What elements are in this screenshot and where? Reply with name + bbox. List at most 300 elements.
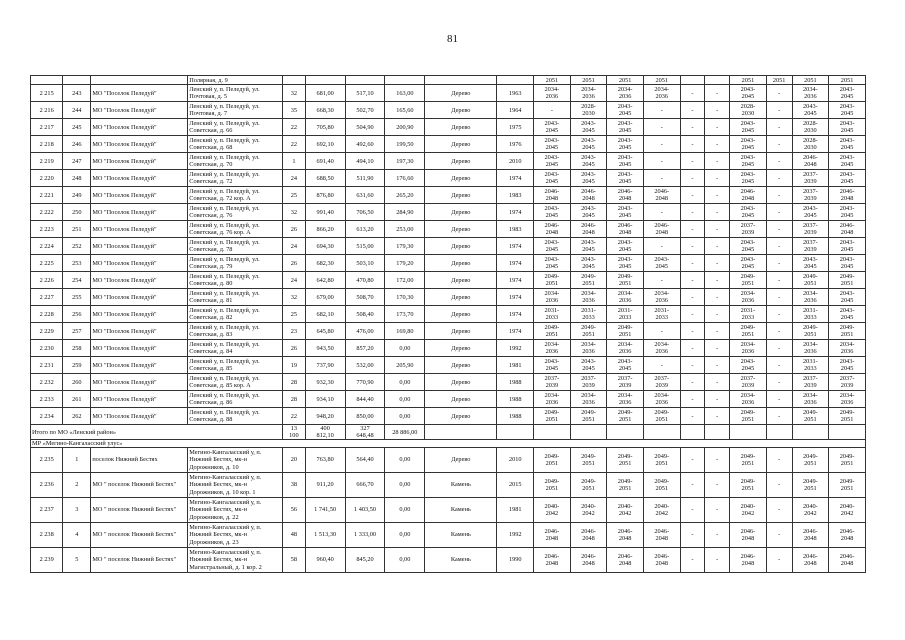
table-cell: - [766, 170, 792, 187]
table-cell: 2043- 2045 [534, 238, 571, 255]
table-cell: 48 [283, 523, 306, 548]
table-cell: - [766, 548, 792, 573]
table-cell: - [680, 170, 705, 187]
table-cell: 0,00 [385, 448, 425, 473]
table-cell: Ленский у, п. Пеледуй, ул. Советская, д. 83 [188, 323, 283, 340]
table-cell: - [705, 187, 730, 204]
table-cell: 0,00 [385, 498, 425, 523]
table-cell: 260 [63, 374, 91, 391]
table-cell: 197,30 [385, 153, 425, 170]
table-cell: 991,40 [305, 204, 345, 221]
table-cell: 2046- 2048 [643, 523, 680, 548]
table-cell: - [766, 289, 792, 306]
table-cell: Дерево [425, 136, 497, 153]
table-cell [345, 76, 385, 85]
table-cell: 911,20 [305, 473, 345, 498]
table-cell: 1 741,50 [305, 498, 345, 523]
table-cell: 688,50 [305, 170, 345, 187]
table-cell: 1 513,30 [305, 523, 345, 548]
table-cell [283, 76, 306, 85]
table-cell [643, 425, 680, 440]
table-cell: 934,10 [305, 391, 345, 408]
table-cell: 0,00 [385, 473, 425, 498]
table-cell: - [534, 102, 571, 119]
table-cell: - [680, 255, 705, 272]
table-cell: МО "Поселок Пеледуй" [91, 408, 188, 425]
table-cell: 3 [63, 498, 91, 523]
table-cell: Камень [425, 548, 497, 573]
table-cell: - [705, 153, 730, 170]
table-cell: 25 [283, 187, 306, 204]
table-row [31, 548, 866, 573]
table-cell: 2034- 2036 [792, 85, 829, 102]
table-cell: - [766, 391, 792, 408]
table-cell: - [766, 255, 792, 272]
table-cell: 0,00 [385, 391, 425, 408]
table-cell: Ленский у, п. Пеледуй, ул. Советская, д. 68 [188, 136, 283, 153]
table-cell: 251 [63, 221, 91, 238]
table-cell: 2049- 2051 [792, 323, 829, 340]
table-cell: 22 [283, 408, 306, 425]
table-cell: 2043- 2045 [730, 357, 767, 374]
table-cell: 2 217 [31, 119, 63, 136]
table-cell: 170,30 [385, 289, 425, 306]
table-cell: 2037- 2039 [643, 374, 680, 391]
table-cell: 2051 [829, 76, 866, 85]
table-cell: 2049- 2051 [730, 323, 767, 340]
table-cell: - [680, 102, 705, 119]
table-cell: - [680, 119, 705, 136]
table-cell: - [766, 473, 792, 498]
table-cell: 2 226 [31, 272, 63, 289]
table-cell: 2043- 2045 [829, 238, 866, 255]
table-cell: 515,00 [345, 238, 385, 255]
table-cell: 857,20 [345, 340, 385, 357]
page-number: 81 [447, 33, 458, 45]
table-cell: 691,40 [305, 153, 345, 170]
table-cell: МО "Поселок Пеледуй" [91, 221, 188, 238]
table-cell: 1992 [497, 523, 534, 548]
table-cell: 2037- 2039 [570, 374, 607, 391]
table-cell: МО "Поселок Пеледуй" [91, 289, 188, 306]
table-cell: 932,30 [305, 374, 345, 391]
table-cell: МО "Поселок Пеледуй" [91, 119, 188, 136]
table-cell: 2 224 [31, 238, 63, 255]
table-cell: - [680, 523, 705, 548]
table-cell: Дерево [425, 221, 497, 238]
table-cell [385, 76, 425, 85]
table-cell [705, 425, 730, 440]
table-cell: - [643, 102, 680, 119]
table-cell: 2049- 2051 [792, 448, 829, 473]
table-cell: - [705, 136, 730, 153]
table-cell: - [680, 306, 705, 323]
table-cell: 257 [63, 323, 91, 340]
table-cell: Дерево [425, 323, 497, 340]
table-cell: 2037- 2039 [730, 374, 767, 391]
table-cell: 200,90 [385, 119, 425, 136]
table-row [31, 323, 866, 340]
table-cell: 2043- 2045 [607, 357, 644, 374]
table-cell: Дерево [425, 187, 497, 204]
table-cell: 2040- 2042 [792, 498, 829, 523]
table-cell: 2046- 2048 [570, 221, 607, 238]
table-cell: МО " поселок Нижний Бестях" [91, 473, 188, 498]
table-cell: 2043- 2045 [570, 136, 607, 153]
table-row [31, 498, 866, 523]
table-cell: - [766, 85, 792, 102]
table-cell: 876,80 [305, 187, 345, 204]
table-cell: 2049- 2051 [792, 272, 829, 289]
table-cell: 2046- 2048 [792, 523, 829, 548]
table-cell: Ленский у, п. Пеледуй, ул. Советская, д. 85 кор. А [188, 374, 283, 391]
table-cell: - [705, 85, 730, 102]
table-cell: 943,50 [305, 340, 345, 357]
table-cell: - [766, 498, 792, 523]
table-cell: Дерево [425, 85, 497, 102]
table-cell: Ленский у, п. Пеледуй, ул. Советская, д. 72 кор. А [188, 187, 283, 204]
table-cell: Дерево [425, 255, 497, 272]
table-cell: 179,30 [385, 238, 425, 255]
table-cell: 38 [283, 473, 306, 498]
table-cell: Ленский у, п. Пеледуй, ул. Советская, д. 88 [188, 408, 283, 425]
table-cell: 2043- 2045 [534, 255, 571, 272]
table-cell: - [643, 357, 680, 374]
table-cell: 2031- 2033 [792, 357, 829, 374]
table-cell: 2046- 2048 [607, 221, 644, 238]
table-cell: 1974 [497, 255, 534, 272]
table-cell: 284,90 [385, 204, 425, 221]
table-cell: 2040- 2042 [607, 498, 644, 523]
table-cell: 1974 [497, 323, 534, 340]
table-row [31, 306, 866, 323]
table-cell: 254 [63, 272, 91, 289]
table-cell: 1981 [497, 498, 534, 523]
table-cell: Ленский у, п. Пеледуй, ул. Советская, д. 86 [188, 391, 283, 408]
table-cell: - [680, 153, 705, 170]
table-row [31, 76, 866, 85]
table-cell: 2049- 2051 [570, 408, 607, 425]
table-cell: 56 [283, 498, 306, 523]
table-cell [829, 425, 866, 440]
table-cell: Мегино-Кангаласский у, п. Нижний Бестях, мк-н Дорожников, д. 10 кор. 1 [188, 473, 283, 498]
table-cell: Дерево [425, 153, 497, 170]
table-cell: 2043- 2045 [829, 102, 866, 119]
table-cell: МО "Поселок Пеледуй" [91, 136, 188, 153]
table-cell: 2046- 2048 [792, 548, 829, 573]
table-cell: 2 234 [31, 408, 63, 425]
table-cell: 2049- 2051 [730, 408, 767, 425]
table-cell: 2046- 2048 [792, 153, 829, 170]
table-cell: 2034- 2036 [643, 85, 680, 102]
table-cell: 2034- 2036 [829, 391, 866, 408]
section-row [31, 440, 866, 448]
table-cell: МО "Поселок Пеледуй" [91, 85, 188, 102]
table-cell: Дерево [425, 374, 497, 391]
table-cell: 770,90 [345, 374, 385, 391]
table-cell: 0,00 [385, 523, 425, 548]
table-cell: 2 227 [31, 289, 63, 306]
table-cell: - [766, 523, 792, 548]
table-cell [497, 425, 534, 440]
table-cell: - [680, 272, 705, 289]
table-cell: Ленский у, п. Пеледуй, ул. Советская, д. 70 [188, 153, 283, 170]
table-cell: 705,80 [305, 119, 345, 136]
table-cell: 2051 [534, 76, 571, 85]
table-cell: 532,00 [345, 357, 385, 374]
table-cell: - [705, 340, 730, 357]
table-cell: 199,50 [385, 136, 425, 153]
table-cell: 2043- 2045 [829, 153, 866, 170]
table-cell: Ленский у, п. Пеледуй, ул. Советская, д. 85 [188, 357, 283, 374]
table-cell: 2043- 2045 [534, 136, 571, 153]
table-cell: 26 [283, 221, 306, 238]
table-cell: 470,80 [345, 272, 385, 289]
table-cell: 2049- 2051 [829, 272, 866, 289]
table-cell: - [766, 119, 792, 136]
table-cell: Мегино-Кангаласский у, п. Нижний Бестях, мк-н Дорожников, д. 23 [188, 523, 283, 548]
table-cell: 2034- 2036 [607, 85, 644, 102]
table-cell: 1974 [497, 238, 534, 255]
table-cell: 2043- 2045 [607, 238, 644, 255]
table-cell: МО "Поселок Пеледуй" [91, 204, 188, 221]
table-cell: 1988 [497, 408, 534, 425]
table-cell: Ленский у, п. Пеледуй, ул. Советская, д. 76 [188, 204, 283, 221]
table-cell: 2 [63, 473, 91, 498]
table-row [31, 289, 866, 306]
table-cell: МО "Поселок Пеледуй" [91, 391, 188, 408]
table-cell: - [766, 448, 792, 473]
table-row [31, 204, 866, 221]
table-cell: 2043- 2045 [829, 204, 866, 221]
table-cell: 172,00 [385, 272, 425, 289]
table-cell: 255 [63, 289, 91, 306]
table-cell: - [705, 523, 730, 548]
table-cell: - [680, 187, 705, 204]
table-cell: 492,60 [345, 136, 385, 153]
table-cell: 2040- 2042 [829, 498, 866, 523]
table-cell [31, 76, 63, 85]
total-value: 400 812,10 [305, 425, 345, 440]
table-cell: Ленский у, п. Пеледуй, ул. Советская, д. 78 [188, 238, 283, 255]
table-cell: 2043- 2045 [829, 289, 866, 306]
table-cell: Дерево [425, 391, 497, 408]
table-cell: - [680, 340, 705, 357]
table-cell [63, 76, 91, 85]
table-cell: 35 [283, 102, 306, 119]
table-cell: - [680, 221, 705, 238]
table-cell: 32 [283, 204, 306, 221]
table-cell: - [705, 408, 730, 425]
table-cell: 668,30 [305, 102, 345, 119]
table-cell: Дерево [425, 272, 497, 289]
table-cell: 2043- 2045 [570, 357, 607, 374]
table-cell: МО "Поселок Пеледуй" [91, 102, 188, 119]
table-cell [305, 76, 345, 85]
table-cell: 2049- 2051 [829, 473, 866, 498]
table-cell: 2043- 2045 [730, 153, 767, 170]
table-cell: - [680, 408, 705, 425]
table-cell: 173,70 [385, 306, 425, 323]
table-cell: 948,20 [305, 408, 345, 425]
table-cell: 666,70 [345, 473, 385, 498]
table-cell: Дерево [425, 306, 497, 323]
table-row [31, 153, 866, 170]
table-cell: 2043- 2045 [730, 136, 767, 153]
table-row [31, 187, 866, 204]
table-cell: 252 [63, 238, 91, 255]
table-cell: 165,60 [385, 102, 425, 119]
table-cell: Ленский у, п. Пеледуй, ул. Советская, д. 76 кор. А [188, 221, 283, 238]
table-cell: 253,00 [385, 221, 425, 238]
table-cell: 2010 [497, 448, 534, 473]
table-cell: 2 230 [31, 340, 63, 357]
table-cell: 2 237 [31, 498, 63, 523]
table-cell: 2034- 2036 [643, 340, 680, 357]
table-cell: 0,00 [385, 548, 425, 573]
table-cell: 511,90 [345, 170, 385, 187]
table-cell: - [766, 340, 792, 357]
table-cell: МО "Поселок Пеледуй" [91, 255, 188, 272]
table-cell: МО "Поселок Пеледуй" [91, 306, 188, 323]
table-cell: 2037- 2039 [792, 221, 829, 238]
table-cell: 2043- 2045 [730, 119, 767, 136]
table-cell: 2037- 2039 [792, 170, 829, 187]
table-cell [766, 425, 792, 440]
table-cell: 248 [63, 170, 91, 187]
table-cell: 682,10 [305, 306, 345, 323]
table-cell: Полярная, д. 9 [188, 76, 283, 85]
table-cell: Камень [425, 473, 497, 498]
table-cell: 2049- 2051 [730, 272, 767, 289]
table-cell: 642,80 [305, 272, 345, 289]
table-cell: 2015 [497, 473, 534, 498]
table-cell: 2040- 2042 [534, 498, 571, 523]
table-cell: 737,90 [305, 357, 345, 374]
table-cell: 2 225 [31, 255, 63, 272]
table-cell: - [766, 238, 792, 255]
table-cell: 2034- 2036 [730, 289, 767, 306]
table-cell: 2043- 2045 [792, 255, 829, 272]
table-cell: 2043- 2045 [730, 204, 767, 221]
table-cell: 2049- 2051 [607, 272, 644, 289]
table-cell: 1983 [497, 187, 534, 204]
table-cell: 631,60 [345, 187, 385, 204]
table-cell [570, 425, 607, 440]
table-cell: 246 [63, 136, 91, 153]
table-cell: 22 [283, 136, 306, 153]
table-cell: 265,20 [385, 187, 425, 204]
table-cell: 2051 [643, 76, 680, 85]
table-cell: 682,30 [305, 255, 345, 272]
table-cell: 2046- 2048 [829, 523, 866, 548]
table-cell: 494,10 [345, 153, 385, 170]
total-value: 327 648,48 [345, 425, 385, 440]
table-cell: 2046- 2048 [730, 187, 767, 204]
table-cell: - [705, 548, 730, 573]
table-cell: - [680, 473, 705, 498]
table-cell: 179,20 [385, 255, 425, 272]
table-cell: 2043- 2045 [607, 136, 644, 153]
table-cell: Ленский у, п. Пеледуй, ул. Советская, д. 79 [188, 255, 283, 272]
table-cell: - [705, 357, 730, 374]
table-cell: - [643, 238, 680, 255]
table-cell: 1974 [497, 306, 534, 323]
table-cell: 5 [63, 548, 91, 573]
table-cell: - [705, 323, 730, 340]
table-cell: 1 403,50 [345, 498, 385, 523]
table-cell: 2046- 2048 [829, 187, 866, 204]
table-cell: 262 [63, 408, 91, 425]
table-cell: 2034- 2036 [570, 85, 607, 102]
table-cell: - [705, 374, 730, 391]
table-row [31, 136, 866, 153]
table-cell: - [680, 374, 705, 391]
table-cell: 2049- 2051 [534, 408, 571, 425]
total-label: Итого по МО «Ленский район» [31, 425, 283, 440]
table-cell: 2043- 2045 [829, 170, 866, 187]
table-cell: 2043- 2045 [829, 119, 866, 136]
table-cell: - [766, 221, 792, 238]
table-cell: - [766, 306, 792, 323]
table-cell: 2043- 2045 [607, 204, 644, 221]
table-cell: - [705, 391, 730, 408]
table-cell: - [705, 119, 730, 136]
table-cell: Мегино-Кангаласский у, п. Нижний Бестях, мк-н Дорожников, д. 22 [188, 498, 283, 523]
table-cell: 1 [283, 153, 306, 170]
table-row [31, 255, 866, 272]
table-cell: 2051 [730, 76, 767, 85]
table-row [31, 272, 866, 289]
table-cell: 2031- 2033 [792, 306, 829, 323]
table-cell: 503,10 [345, 255, 385, 272]
table-cell: 2043- 2045 [607, 102, 644, 119]
table-cell: 2046- 2048 [534, 221, 571, 238]
table-cell: 2051 [607, 76, 644, 85]
table-cell: 2049- 2051 [829, 408, 866, 425]
table-cell: Мегино-Кангаласский у, п. Нижний Бестях, мк-н Дорожников, д. 10 [188, 448, 283, 473]
table-cell: - [705, 102, 730, 119]
table-row [31, 473, 866, 498]
table-cell: 2028- 2030 [730, 102, 767, 119]
table-cell: - [705, 498, 730, 523]
table-cell: 2043- 2045 [534, 357, 571, 374]
table-cell: 2046- 2048 [643, 548, 680, 573]
table-cell: 26 [283, 255, 306, 272]
table-cell: - [643, 153, 680, 170]
table-cell: 2043- 2045 [534, 153, 571, 170]
table-cell: Дерево [425, 340, 497, 357]
table-cell: - [705, 289, 730, 306]
table-cell: 1983 [497, 221, 534, 238]
table-cell: 205,90 [385, 357, 425, 374]
table-cell: 2037- 2039 [730, 221, 767, 238]
table-cell: 2046- 2048 [534, 187, 571, 204]
table-cell: 2046- 2048 [534, 523, 571, 548]
table-cell: Ленский у, п. Пеледуй, ул. Советская, д. 81 [188, 289, 283, 306]
table-cell: 24 [283, 170, 306, 187]
table-cell: 26 [283, 340, 306, 357]
table-cell: 564,40 [345, 448, 385, 473]
table-cell [730, 425, 767, 440]
table-cell: 2034- 2036 [534, 85, 571, 102]
table-cell: 681,00 [305, 85, 345, 102]
table-cell: 2043- 2045 [792, 102, 829, 119]
table-cell: 2028- 2030 [570, 102, 607, 119]
table-cell: 2037- 2039 [792, 374, 829, 391]
table-cell: 2049- 2051 [534, 272, 571, 289]
table-cell: 2049- 2051 [570, 272, 607, 289]
